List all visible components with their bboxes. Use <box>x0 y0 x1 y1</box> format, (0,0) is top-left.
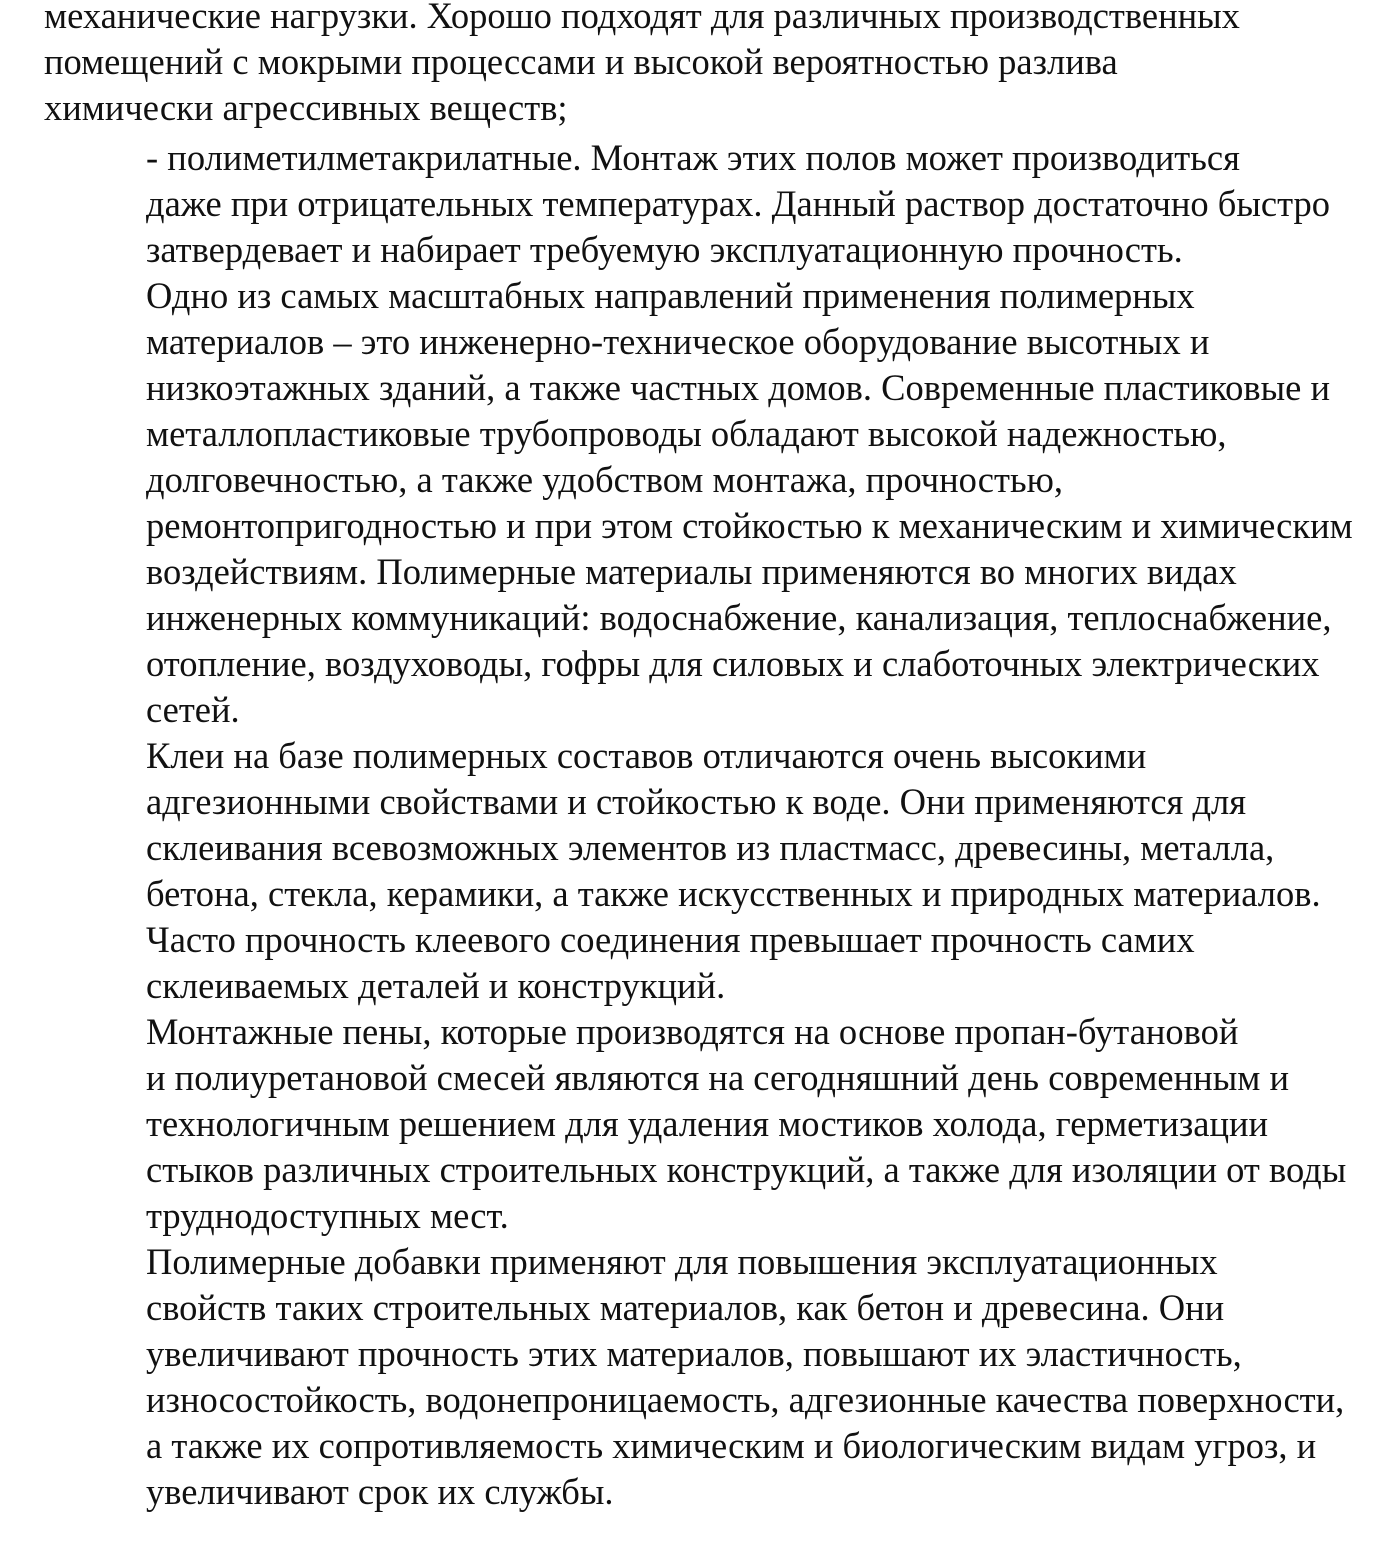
text-line: Клеи на базе полимерных составов отличаются очень высокими <box>146 735 1147 776</box>
text-line: затвердевает и набирает требуемую эксплуатационную прочность. <box>146 229 1183 270</box>
text-line: Полимерные добавки применяют для повышения эксплуатационных <box>146 1241 1218 1282</box>
paragraph <box>44 733 1374 1009</box>
text-line: ремонтопригодностью и при этом стойкостью к механическим и химическим <box>146 505 1353 546</box>
text-line: увеличивают прочность этих материалов, повышают их эластичность, <box>146 1333 1242 1374</box>
text-line: и полиуретановой смесей являются на сегодняшний день современным и <box>146 1057 1289 1098</box>
text-line: металлопластиковые трубопроводы обладают высокой надежностью, <box>146 413 1227 454</box>
text-line: механические нагрузки. Хорошо подходят для различных производственных <box>44 0 1240 36</box>
paragraph <box>44 0 1374 131</box>
text-line: увеличивают срок их службы. <box>146 1471 614 1512</box>
document-page <box>44 0 1374 1515</box>
text-line: Монтажные пены, которые производятся на основе пропан-бутановой <box>146 1011 1239 1052</box>
text-line: Одно из самых масштабных направлений применения полимерных <box>146 275 1195 316</box>
text-line: технологичным решением для удаления мостиков холода, герметизации <box>146 1103 1269 1144</box>
paragraph <box>44 273 1374 733</box>
text-line: - полиметилметакрилатные. Монтаж этих полов может производиться <box>146 137 1240 178</box>
text-line: а также их сопротивляемость химическим и биологическим видам угроз, и <box>146 1425 1317 1466</box>
text-line: сетей. <box>146 689 240 730</box>
text-line: помещений с мокрыми процессами и высокой вероятностью разлива <box>44 41 1118 82</box>
paragraph <box>44 1239 1374 1515</box>
paragraph <box>44 1009 1374 1239</box>
text-line: химически агрессивных веществ; <box>44 87 568 128</box>
text-line: бетона, стекла, керамики, а также искусственных и природных материалов. <box>146 873 1321 914</box>
text-line: Часто прочность клеевого соединения превышает прочность самих <box>146 919 1195 960</box>
text-line: даже при отрицательных температурах. Данный раствор достаточно быстро <box>146 183 1330 224</box>
paragraph <box>44 135 1374 273</box>
text-line: износостойкость, водонепроницаемость, адгезионные качества поверхности, <box>146 1379 1345 1420</box>
text-line: склеиваемых деталей и конструкций. <box>146 965 726 1006</box>
text-line: адгезионными свойствами и стойкостью к воде. Они применяются для <box>146 781 1247 822</box>
text-line: труднодоступных мест. <box>146 1195 509 1236</box>
text-line: стыков различных строительных конструкций, а также для изоляции от воды <box>146 1149 1347 1190</box>
text-line: долговечностью, а также удобством монтажа, прочностью, <box>146 459 1063 500</box>
text-line: свойств таких строительных материалов, как бетон и древесина. Они <box>146 1287 1225 1328</box>
text-line: воздействиям. Полимерные материалы применяются во многих видах <box>146 551 1237 592</box>
text-line: склеивания всевозможных элементов из пластмасс, древесины, металла, <box>146 827 1275 868</box>
text-line: инженерных коммуникаций: водоснабжение, канализация, теплоснабжение, <box>146 597 1332 638</box>
text-line: материалов – это инженерно-техническое оборудование высотных и <box>146 321 1210 362</box>
text-line: низкоэтажных зданий, а также частных домов. Современные пластиковые и <box>146 367 1331 408</box>
text-line: отопление, воздуховоды, гофры для силовых и слаботочных электрических <box>146 643 1320 684</box>
